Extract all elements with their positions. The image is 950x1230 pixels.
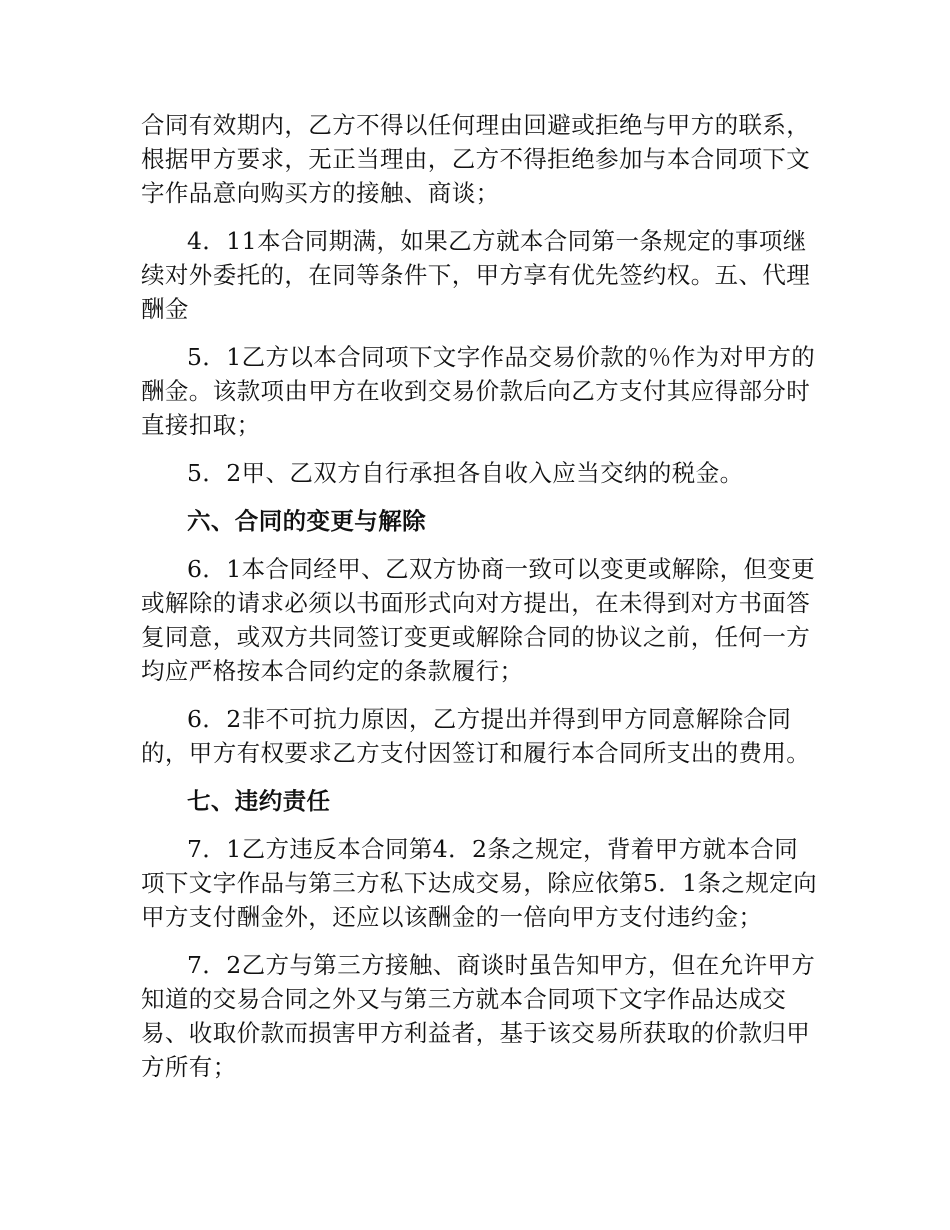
section-heading-6: 六、合同的变更与解除 xyxy=(187,507,426,535)
document-body xyxy=(141,108,821,1098)
section-heading-7: 七、违约责任 xyxy=(187,787,331,815)
paragraph-5-1: 5．1乙方以本合同项下文字作品交易价款的％作为对甲方的酬金。该款项由甲方在收到交易价款后向乙方支付其应得部分时直接扣取； xyxy=(141,343,816,439)
paragraph-4-11: 4．11本合同期满，如果乙方就本合同第一条规定的事项继续对外委托的，在同等条件下，甲方享有优先签约权。五、代理酬金 xyxy=(141,227,811,323)
paragraph-continuation: 合同有效期内，乙方不得以任何理由回避或拒绝与甲方的联系，根据甲方要求，无正当理由，乙方不得拒绝参加与本合同项下文字作品意向购买方的接触、商谈； xyxy=(141,111,811,207)
paragraph-5-2: 5．2甲、乙双方自行承担各自收入应当交纳的税金。 xyxy=(187,459,744,487)
paragraph-7-1: 7．1乙方违反本合同第4．2条之规定，背着甲方就本合同项下文字作品与第三方私下达成交易，除应依第5．1条之规定向甲方支付酬金外，还应以该酬金的一倍向甲方支付违约金； xyxy=(141,835,818,931)
paragraph-6-2: 6．2非不可抗力原因，乙方提出并得到甲方同意解除合同的，甲方有权要求乙方支付因签订和履行本合同所支出的费用。 xyxy=(141,705,811,767)
paragraph-7-2: 7．2乙方与第三方接触、商谈时虽告知甲方，但在允许甲方知道的交易合同之外又与第三方就本合同项下文字作品达成交易、收取价款而损害甲方利益者，基于该交易所获取的价款归甲方所有； xyxy=(141,951,816,1081)
paragraph-6-1: 6．1本合同经甲、乙双方协商一致可以变更或解除，但变更或解除的请求必须以书面形式向对方提出，在未得到对方书面答复同意，或双方共同签订变更或解除合同的协议之前，任何一方均应严格按本合同约定的条款履行； xyxy=(141,555,816,685)
